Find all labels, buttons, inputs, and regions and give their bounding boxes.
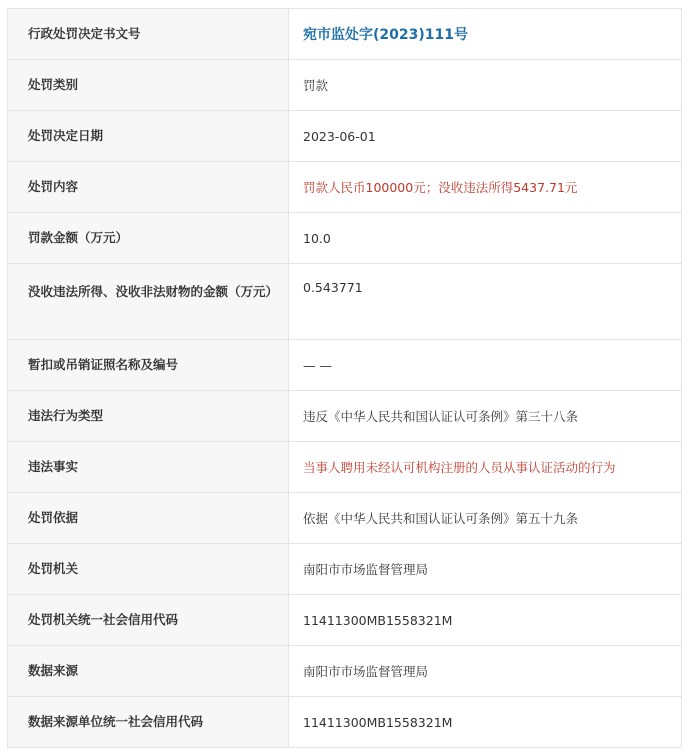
label-decision-number: 行政处罚决定书文号 (8, 9, 289, 59)
row-fine-amount (8, 213, 682, 264)
value-violation-facts: 当事人聘用未经认可机构注册的人员从事认证活动的行为 (289, 442, 682, 492)
value-decision-number: 宛市监处字(2023)111号 (289, 9, 682, 59)
value-fine-amount: 10.0 (289, 213, 682, 263)
row-violation-type (8, 391, 682, 442)
value-decision-date: 2023-06-01 (289, 111, 682, 161)
value-authority-credit-code: 11411300MB1558321M (289, 595, 682, 645)
label-violation-type: 违法行为类型 (8, 391, 289, 441)
value-penalty-category: 罚款 (289, 60, 682, 110)
value-confiscated-amount: 0.543771 (289, 264, 682, 339)
label-data-source-credit-code: 数据来源单位统一社会信用代码 (8, 697, 289, 747)
row-violation-facts (8, 442, 682, 493)
label-penalty-authority: 处罚机关 (8, 544, 289, 594)
row-penalty-category (8, 60, 682, 111)
row-license-revoked (8, 340, 682, 391)
label-authority-credit-code: 处罚机关统一社会信用代码 (8, 595, 289, 645)
row-decision-number (8, 9, 682, 60)
label-penalty-basis: 处罚依据 (8, 493, 289, 543)
label-confiscated-amount: 没收违法所得、没收非法财物的金额（万元） (8, 264, 289, 339)
row-decision-date (8, 111, 682, 162)
row-penalty-basis (8, 493, 682, 544)
label-violation-facts: 违法事实 (8, 442, 289, 492)
value-data-source: 南阳市市场监督管理局 (289, 646, 682, 696)
row-confiscated-amount (8, 264, 682, 340)
row-data-source-credit-code (8, 697, 682, 748)
label-penalty-content: 处罚内容 (8, 162, 289, 212)
row-penalty-authority (8, 544, 682, 595)
label-decision-date: 处罚决定日期 (8, 111, 289, 161)
value-violation-type: 违反《中华人民共和国认证认可条例》第三十八条 (289, 391, 682, 441)
row-data-source (8, 646, 682, 697)
label-license-revoked: 暂扣或吊销证照名称及编号 (8, 340, 289, 390)
label-data-source: 数据来源 (8, 646, 289, 696)
value-license-revoked: — — (289, 340, 682, 390)
row-authority-credit-code (8, 595, 682, 646)
value-penalty-basis: 依据《中华人民共和国认证认可条例》第五十九条 (289, 493, 682, 543)
label-penalty-category: 处罚类别 (8, 60, 289, 110)
label-fine-amount: 罚款金额（万元） (8, 213, 289, 263)
row-penalty-content (8, 162, 682, 213)
penalty-info-table (7, 8, 682, 748)
value-data-source-credit-code: 11411300MB1558321M (289, 697, 682, 747)
value-penalty-authority: 南阳市市场监督管理局 (289, 544, 682, 594)
value-penalty-content: 罚款人民币100000元；没收违法所得5437.71元 (289, 162, 682, 212)
